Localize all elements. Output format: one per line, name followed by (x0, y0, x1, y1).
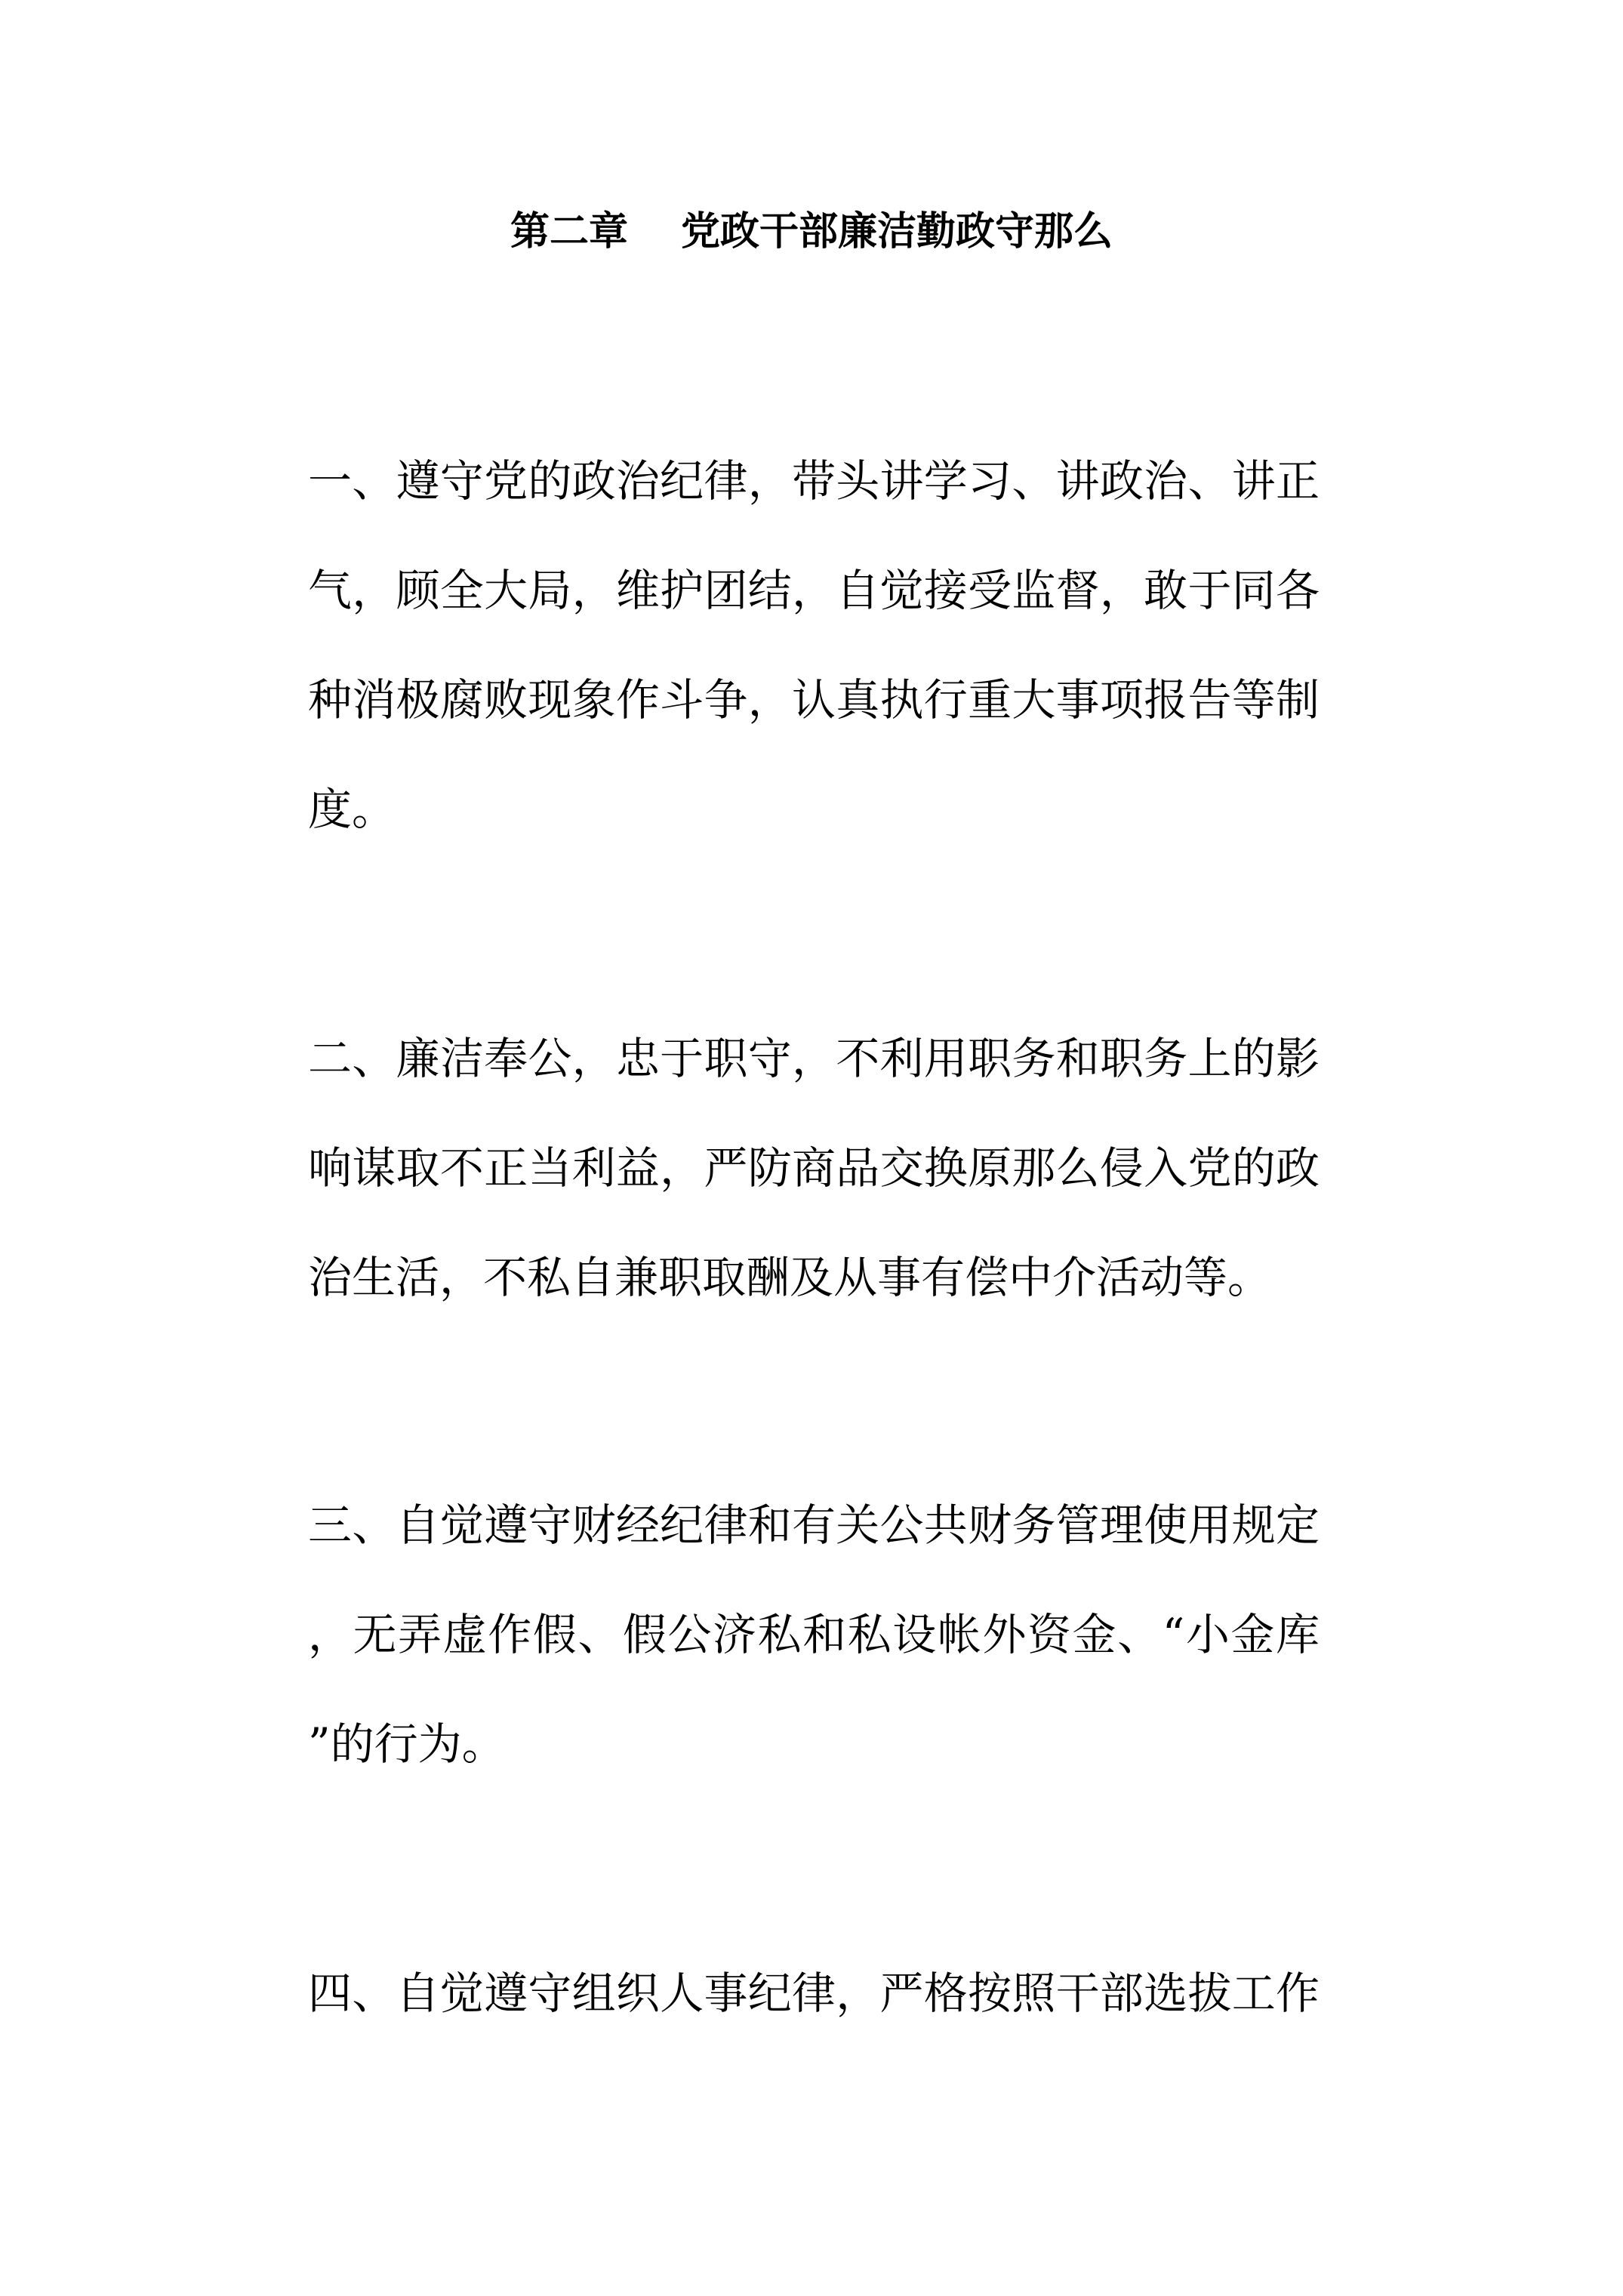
paragraph-3-line-1: 三、自觉遵守财经纪律和有关公共财务管理使用规定 (308, 1499, 1320, 1551)
chapter-title (0, 198, 1623, 266)
paragraph-3-line-2: ，无弄虚作假、假公济私和私设帐外资金、“小金库 (308, 1609, 1320, 1660)
paragraph-2-line-2: 响谋取不正当利益，严防商品交换原那么侵入党的政 (308, 1142, 1320, 1194)
paragraph-1-line-2: 气，顾全大局，维护团结，自觉接受监督，敢于同各 (308, 565, 1320, 616)
paragraph-2-line-3: 治生活，不私自兼职取酬及从事有偿中介活动等。 (308, 1252, 1272, 1303)
paragraph-1-line-4: 度。 (308, 784, 396, 835)
chapter-heading: 党政干部廉洁勤政守那么 (681, 209, 1113, 254)
chapter-number: 第二章 (510, 209, 628, 254)
paragraph-4-line-1: 四、自觉遵守组织人事纪律，严格按照干部选拔工作 (308, 1968, 1320, 2019)
paragraph-2-line-1: 二、廉洁奉公，忠于职守，不利用职务和职务上的影 (308, 1033, 1320, 1084)
paragraph-1-line-3: 种消极腐败现象作斗争，认真执行重大事项报告等制 (308, 674, 1320, 726)
paragraph-1-line-1: 一、遵守党的政治纪律，带头讲学习、讲政治、讲正 (308, 455, 1320, 507)
paragraph-3-line-3: ”的行为。 (308, 1718, 506, 1770)
